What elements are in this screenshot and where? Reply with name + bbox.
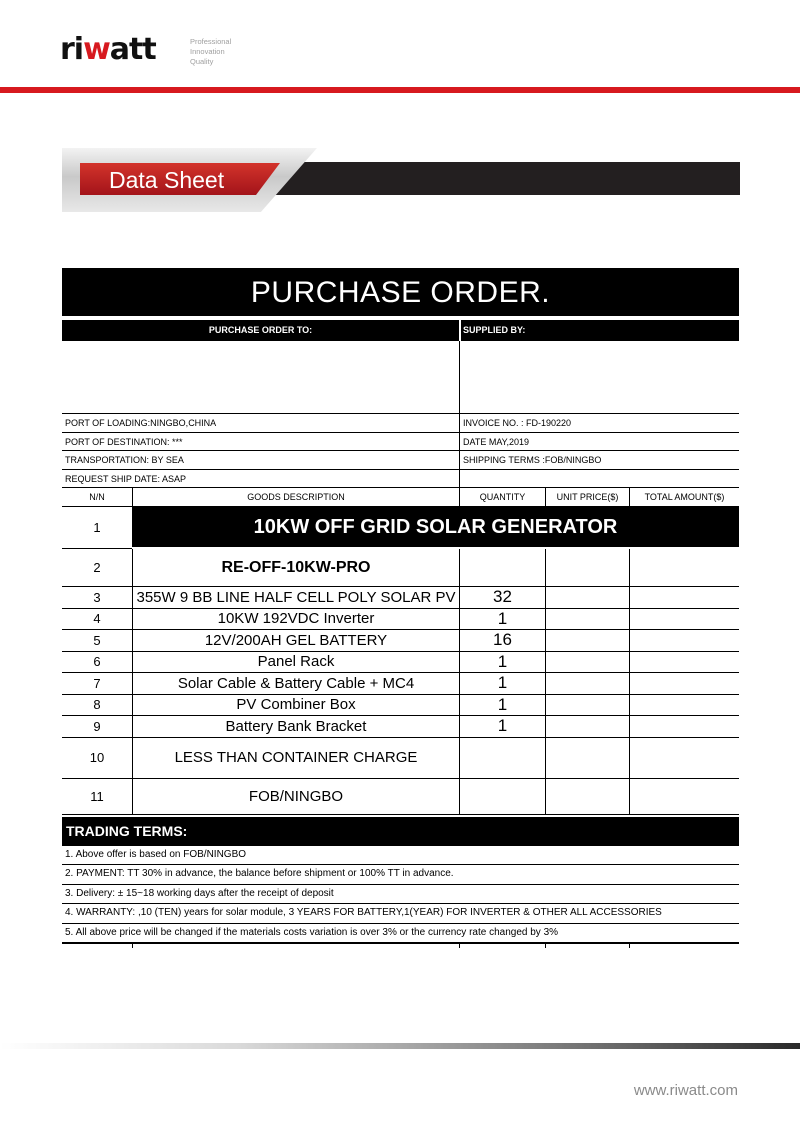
product-headline: 10KW OFF GRID SOLAR GENERATOR — [132, 507, 739, 547]
item-total-amount — [629, 652, 739, 674]
item-description: LESS THAN CONTAINER CHARGE — [132, 738, 459, 779]
item-description: Solar Cable & Battery Cable + MC4 — [132, 673, 459, 695]
purchase-order — [62, 268, 739, 948]
item-unit-price — [545, 630, 629, 652]
item-number: 7 — [62, 673, 132, 695]
item-quantity — [459, 779, 545, 815]
trading-term: 4. WARRANTY: ,10 (TEN) years for solar module, 3 YEARS FOR BATTERY,1(YEAR) FOR INVERTER & OTHER ALL ACCESSORIES — [62, 904, 739, 924]
item-number: 10 — [62, 738, 132, 779]
item-description: 10KW 192VDC Inverter — [132, 609, 459, 631]
request-ship-date: REQUEST SHIP DATE: ASAP — [62, 470, 459, 489]
item-unit-price — [545, 738, 629, 779]
item-unit-price — [545, 673, 629, 695]
trading-terms-header: TRADING TERMS: — [62, 817, 739, 846]
item-quantity — [459, 738, 545, 779]
item-total-amount — [629, 695, 739, 717]
item-description: RE-OFF-10KW-PRO — [132, 549, 459, 587]
column-header: TOTAL AMOUNT($) — [629, 488, 739, 507]
item-unit-price — [545, 695, 629, 717]
headline-number: 1 — [62, 507, 132, 549]
trading-term: 2. PAYMENT: TT 30% in advance, the balance before shipment or 100% TT in advance. — [62, 865, 739, 885]
supplied-by-box — [459, 341, 739, 414]
item-unit-price — [545, 779, 629, 815]
item-quantity — [459, 549, 545, 587]
port-of-destination: PORT OF DESTINATION: *** — [62, 433, 459, 452]
shipping-terms: SHIPPING TERMS :FOB/NINGBO — [459, 451, 739, 470]
tagline-line: Professional — [190, 37, 232, 46]
item-number: 4 — [62, 609, 132, 631]
item-quantity: 1 — [459, 673, 545, 695]
item-description: PV Combiner Box — [132, 695, 459, 717]
item-total-amount — [629, 779, 739, 815]
purchase-order-to-box — [62, 341, 459, 414]
item-quantity: 16 — [459, 630, 545, 652]
item-total-amount — [629, 630, 739, 652]
item-total-amount — [629, 587, 739, 609]
item-unit-price — [545, 587, 629, 609]
item-quantity: 1 — [459, 652, 545, 674]
logo-prefix: ri — [60, 32, 84, 67]
tagline-line: Innovation — [190, 47, 225, 56]
port-of-loading: PORT OF LOADING:NINGBO,CHINA — [62, 414, 459, 433]
website-url: www.riwatt.com — [633, 1082, 738, 1099]
item-quantity: 32 — [459, 587, 545, 609]
item-number: 6 — [62, 652, 132, 674]
item-number: 2 — [62, 549, 132, 587]
item-total-amount — [629, 738, 739, 779]
item-total-amount — [629, 716, 739, 738]
footer-divider — [0, 1043, 800, 1049]
item-description: Battery Bank Bracket — [132, 716, 459, 738]
column-header: QUANTITY — [459, 488, 545, 507]
brand-tagline — [190, 37, 231, 67]
item-description: 355W 9 BB LINE HALF CELL POLY SOLAR PV — [132, 587, 459, 609]
trading-term: 5. All above price will be changed if the materials costs variation is over 3% or the currency rate changed by 3% — [62, 924, 739, 945]
po-title: PURCHASE ORDER. — [62, 268, 739, 316]
transportation: TRANSPORTATION: BY SEA — [62, 451, 459, 470]
table-tail — [62, 944, 739, 948]
item-total-amount — [629, 609, 739, 631]
item-unit-price — [545, 549, 629, 587]
info-blank — [459, 470, 739, 489]
invoice-no: INVOICE NO. : FD-190220 — [459, 414, 739, 433]
tagline-line: Quality — [190, 57, 214, 66]
item-number: 5 — [62, 630, 132, 652]
banner-label: Data Sheet — [109, 167, 225, 193]
item-unit-price — [545, 652, 629, 674]
column-header: UNIT PRICE($) — [545, 488, 629, 507]
logo-suffix: att — [109, 32, 156, 67]
item-total-amount — [629, 549, 739, 587]
trading-term: 3. Delivery: ± 15~18 working days after the receipt of deposit — [62, 885, 739, 905]
header-divider — [0, 87, 800, 93]
item-quantity: 1 — [459, 609, 545, 631]
item-description: 12V/200AH GEL BATTERY — [132, 630, 459, 652]
po-grid — [62, 316, 739, 815]
item-total-amount — [629, 673, 739, 695]
order-date: DATE MAY,2019 — [459, 433, 739, 452]
item-number: 3 — [62, 587, 132, 609]
trading-term: 1. Above offer is based on FOB/NINGBO — [62, 846, 739, 866]
logo-accent: w — [83, 32, 110, 67]
item-number: 8 — [62, 695, 132, 717]
item-description: FOB/NINGBO — [132, 779, 459, 815]
banner-dark-bar — [265, 162, 740, 195]
item-unit-price — [545, 609, 629, 631]
purchase-order-to-header: PURCHASE ORDER TO: — [62, 320, 459, 341]
item-quantity: 1 — [459, 695, 545, 717]
column-header: GOODS DESCRIPTION — [132, 488, 459, 507]
column-header: N/N — [62, 488, 132, 507]
supplied-by-header: SUPPLIED BY: — [459, 320, 739, 341]
item-description: Panel Rack — [132, 652, 459, 674]
item-unit-price — [545, 716, 629, 738]
item-number: 9 — [62, 716, 132, 738]
item-number: 11 — [62, 779, 132, 815]
company-logo — [60, 32, 156, 67]
item-quantity: 1 — [459, 716, 545, 738]
